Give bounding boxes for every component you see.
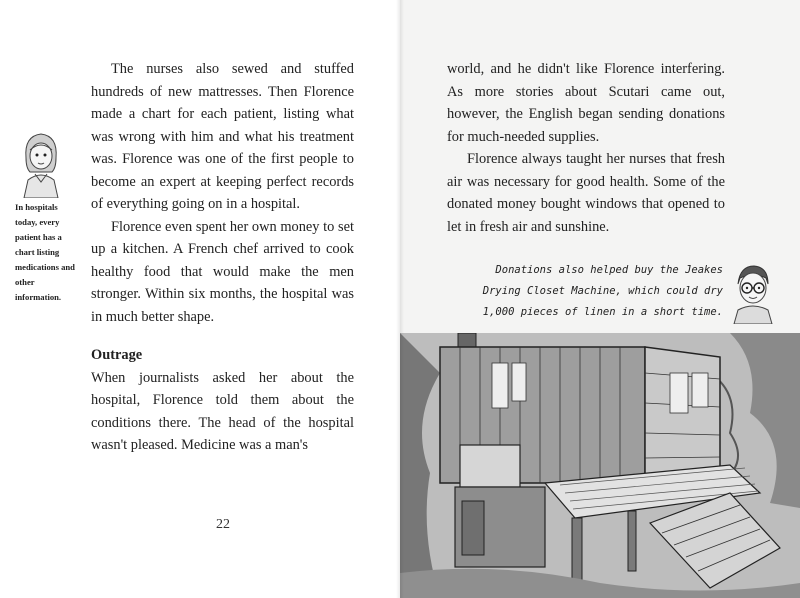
section-heading: Outrage: [91, 347, 143, 363]
callout-caption: Donations also helped buy the Jeakes Drying Closet Machine, which could dry 1,000 pieces of linen in a short time.: [482, 264, 723, 318]
left-text-column: [91, 58, 354, 457]
left-paragraph-1: The nurses also sewed and stuffed hundreds of new mattresses. Then Florence made a chart for each patient, listing what was wrong with him and what his treatment was. Florence was one of the first people to become an expert at keeping perfect records of everything going on in a hospital.: [91, 61, 354, 212]
right-page: [400, 0, 800, 598]
sidebar-note: In hospitals today, every patient has a chart listing medications and other information.: [15, 202, 75, 302]
left-paragraph-3: When journalists asked her about the hospital, Florence told them about the conditions there. The head of the hospital wasn't pleased. Medicine was a man's: [91, 369, 354, 453]
right-text-column: [447, 58, 725, 238]
girl-portrait-illustration: [18, 128, 64, 198]
right-paragraph-2: Florence always taught her nurses that fresh air was necessary for good health. Some of the donated money bought windows that opened to let in fresh air and sunshine.: [447, 151, 725, 235]
boy-with-glasses-portrait-illustration: [730, 262, 776, 324]
right-paragraph-1: world, and he didn't like Florence interfering. As more stories about Scutari came out, however, the English began sending donations for much-needed supplies.: [447, 61, 725, 145]
page-number: 22: [216, 517, 230, 532]
left-paragraph-2: Florence even spent her own money to set up a kitchen. A French chef arrived to cook healthy food that would make the men stronger. Within six months, the hospital was in much better shape.: [91, 218, 354, 325]
drying-closet-machine-illustration: [400, 333, 800, 598]
book-gutter: [396, 0, 404, 598]
